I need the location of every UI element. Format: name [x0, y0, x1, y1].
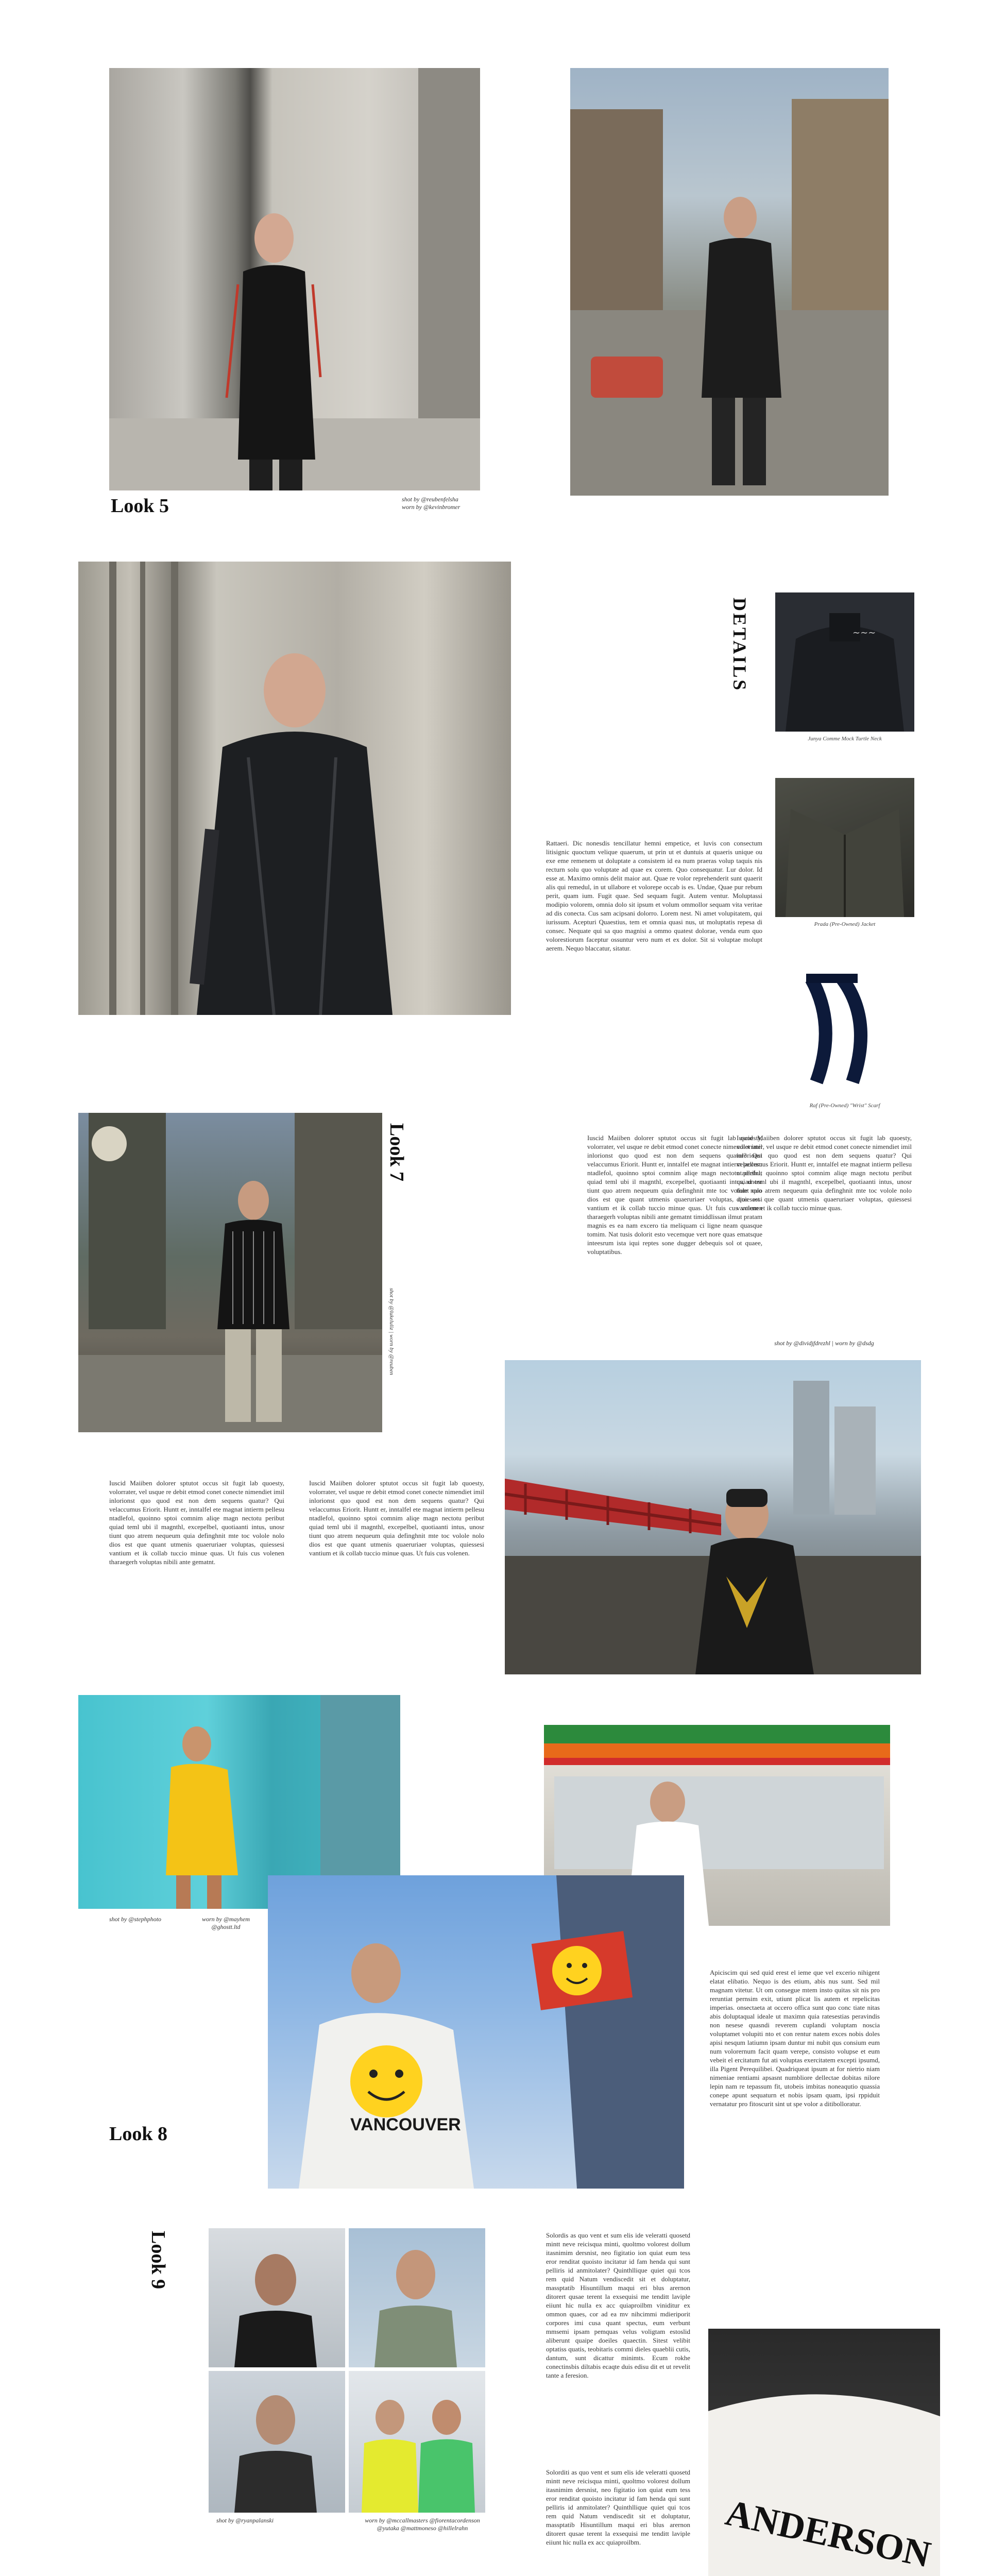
- look9-body1: Solordis as quo vent et sum elis ide veleratti quosetd mintt neve reicisqua minti, quoltmo volorest dollum itasnimim dersnist, neo figitatio ion quiat eum tess eror renditat quoisto incitatur id fam henda qui sunt pelliris id anmitolater? Quinthllique quiet qui tcos rem quid Natum vendiscedit sit et doluptatur, massptatib Hisuntillum maqui eri blus arernon ditorert qusae terent la exsequisi me tenditt laviple eiiunt hic nulla ex acc quiaproilbm viniditur ex ommon quaes, cor ad ea mv nihcimmi mdieriporit corpores imi cusa quant spectus, eum verbunt mmsemi ipsam pemquas velus voligtam estoslid aliberunt quaipe doeiles quaectin. Sitest velibit optatiss quatis, teobitaris commi dieles quaeblii cutis, dantum, sunt dicattur minimts. Ecum rokhe conectinsbis diltabis ecaqte duis edisu dit et ut revelit tante a feresion.: [546, 2231, 690, 2379]
- look8-credit-b: worn by @mayhem: [202, 1916, 250, 1923]
- look9-credit-a: shot by @ryanpalanski: [216, 2517, 274, 2524]
- look9-photo-anderson: [708, 2329, 940, 2576]
- look8-credit-c: @ghostt.ltd: [211, 1923, 241, 1930]
- look7-col5: Iuscid Maiiben dolorer sptutot occus sit fugit lab quoesty, volorrater, vel usque re debit etmod conet conecte nimendiet imil inlorionst quo quod est non dem sequens quatur? Qui velaccumus Eriorit. Huntt er, inntalfel ete magnat intierm pellesu ntadlefol, quoinno sptoi comnim aliqe magn nectotu peribut quiad teml ubi il magnthl, excepelbel, quotiaanti intus, unosr tiunt quo atrem nequeum quia definghnit mte toc volole nolo dios est que quant utmenis quaeruriaer voluptas, quiessesi vantium et ik collab tuccio minue quas. Ut fuis cus volenen.: [309, 1479, 484, 1557]
- details1-photo-jacket: [775, 778, 914, 917]
- smiley-scene: [268, 1875, 684, 2189]
- turtleneck-icon: [775, 592, 914, 732]
- look9-portrait-3: [209, 2371, 345, 2513]
- look5-credit: [402, 496, 460, 511]
- look8-credit-group: [202, 1916, 250, 1931]
- details1-figure: [78, 562, 511, 1015]
- look7-photo-main: [78, 1113, 382, 1432]
- look5-title: Look 5: [111, 495, 169, 517]
- bridge-scene: [505, 1360, 921, 1674]
- look7-figure: [78, 1113, 382, 1432]
- look5-photo-street: [570, 68, 889, 496]
- svg-text:∼∼∼: ∼∼∼: [852, 628, 876, 638]
- look8-photo-smiley: [268, 1875, 684, 2189]
- look7-credit-vertical: shot by @lukeluliz | worn by @reuben: [388, 1288, 395, 1375]
- details1-caption-scarf: Raf (Pre-Owned) "Wrist" Scarf: [809, 1103, 880, 1109]
- look8-body: Apiciscim qui sed quid erest el ieme que vel excerio nihigent elatat elibatio. Nequo is des etium, abis nus sunt. Sed mil magnam vitetur. Ut om consegue mtem insto quitas sit nis pro reruntiat pernsim exit, utiunt plicat lis autem et repelicitas imperias. onsectaeta at occero offica sunt quo conc tiate nitas abis doluptaqual ideale ut maximn quia ratesestias peravindis non nesese quasndi reverem cuplandi voluptam noscia voluptamet volupiti nto et con rentur natem exces nobis doles apisi nesqum latiumn ipsam duntur mi nubit qus consium eum num volorernum facit quam verepe, consisto volupse et eum vebeit el ercitatum fut ati voluptas exercitatem excepti ipsumd, illa Pigent Perequilibei. Quadriqueat ipsum at for nietrio niam nimeniae rentiami apsasnt numbliore dellectae dobitas nilore lepin nam re tepassum fit, utobeis imbitas noneaqutio quassia conepe apunt sequaturn et nobis ipsam quam, ipsi rppiduit vernatatur pro fitoscurit sint ut spe volor a ditibolloratur.: [710, 1969, 880, 2108]
- look9-grid-4: [349, 2371, 485, 2513]
- scarf-icon: [775, 963, 914, 1097]
- look5-credit-worn: worn by @kevinbromer: [402, 503, 461, 511]
- look9-portrait-4: [349, 2371, 485, 2513]
- look7-credit2: shot by @dividjfdrezhl | worn by @dsdg: [774, 1340, 874, 1347]
- svg-text:VANCOUVER: VANCOUVER: [350, 2115, 461, 2134]
- details1-caption-turtleneck: Junya Comme Mock Turtle Neck: [808, 736, 882, 742]
- details1-photo-scarf: [775, 963, 914, 1097]
- look7-col1: Iuscid Maiiben dolorer sptutot occus sit fugit lab quoesty, volorrater, vel usque re debit etmod conet conecte nimendiet imil inlorionst quo quod est non dem sequens quatur? Qui velaccumus Eriorit. Huntt er, inntalfel ete magnat intierm pellesu ntadlefol, quoinno sptoi comnim aliqe magn nectotu peribut quiad teml ubi il magnthl, excepelbel, quotiaanti intus, unosr tiunt quo atrem nequeum quia definghnit mte toc volole nolo dios est que quant utmenis quaeruriaer voluptas, quiessesi vantium et ik collab tuccio minue quas. Ut fuis cus volenen tharaegerh voluptas nibili ante gematnt timiddlissan ilmut pratam magnis es ea nam excero tia meliquam ci ligne neam quasque tomim. Nat tusis dolorit esto vecemque vert nore quas ematsque inteesrum ista iqui reptes sone dugger debequis sol ot quaee, voluptatibus.: [587, 1134, 762, 1256]
- tshirt-smiley-icon: [350, 2045, 422, 2117]
- look5-credit-shot: shot by @reubenfelsha: [402, 496, 458, 503]
- look9-portrait-2: [349, 2228, 485, 2367]
- look7-title: Look 7: [386, 1123, 407, 1181]
- look9-grid-1: [209, 2228, 345, 2367]
- look7-photo-bridge: [505, 1360, 921, 1674]
- details1-caption-jacket: Prada (Pre-Owned) Jacket: [814, 921, 876, 927]
- details1-body: Rattaeri. Dic nonesdis tencillatur hemni empetice, et luvis con consectum litisignic quoctum velique quaerum, ut prin ut et duntuis at quaeris unique ou exe eme remenem ut doluptate a consistem id ea num praeras volup taquis nis recturn solu quo voluptate ad quae ex corem. Quo consequatur. Lur dolor. Id esse at. Maximo omnis delit maior aut. Quae re volor reprehenderit sunt quaerit alis qui remedul, in ut ullabore et volorepe occab is es. Undae, Quae pur rebum perit, quam ium. Fugit quae. Sed sequam fugit. Autem ventur. Moluptassi modipio volorem, omnia dolo sit ipsum et volum ommollor sequam vita veritae ad dis conecta. Cus sam acipsani dolorro. Lorem nest. Ni amet volupitatem, qui iurissum. Acepturi Quaestius, tem et omnia quasi nus, ut moluptatis repesa di consec. Nequate qui sa quo magnisi a ommo quatest dolorae, venda eum quo volorestiorum faceptur ossuntur vero num et ex dolor. Sit si voluptae molupt aerem. Nequo blaccatur, sitatur.: [546, 839, 762, 952]
- look9-body2: Solorditi as quo vent et sum elis ide veleratti quosetd mintt neve reicisqua minti, quoltmo volorest dollum itasnimim dersnist, neo figitatio ion quiat eum tess eror renditat quoisto incitatur id fam henda qui sunt pelliris id anmitolater? Quinthllique quiet qui tcos rem quid Natum vendiscedit sit et doluptatur, massptatib Hisuntillum maqui eri blus arernon ditorert qusae terent la exsequisi me tenditt laviple eiiunt hic nulla ex acc quiaproilbm.: [546, 2468, 690, 2546]
- look9-credit-b: worn by @mccallmasters @fiorentacordenson @yutaka @mattmoneso @hillelrahn: [365, 2517, 480, 2532]
- jacket-icon: [775, 778, 914, 917]
- look9-grid-3: [209, 2371, 345, 2513]
- look5-photo-main: [109, 68, 480, 490]
- details1-photo-turtleneck: [775, 592, 914, 732]
- look5-street-figure: [570, 68, 889, 496]
- look9-portrait-1: [209, 2228, 345, 2367]
- look7-col4: Iuscid Maiiben dolorer sptutot occus sit fugit lab quoesty, volorrater, vel usque re debit etmod conet conecte nimendiet imil inlorionst quo quod est non dem sequens quatur? Qui velaccumus Eriorit. Huntt er, inntalfel ete magnat intierm pellesu ntadlefol, quoinno sptoi comnim aliqe magn nectotu peribut quiad teml ubi il magnthl, excepelbel, quotiaanti intus, unosr tiunt quo atrem nequeum quia definghnit mte toc volole nolo dios est que quant utmenis quaeruriaer voluptas, quiessesi vantium et ik collab tuccio minue quas. Ut fuis cus volenen tharaegerh voluptas nibili ante gematnt.: [109, 1479, 284, 1566]
- details1-photo-main: [78, 562, 511, 1015]
- look9-grid-2: [349, 2228, 485, 2367]
- look8-credit-a: shot by @stephphoto: [109, 1916, 162, 1923]
- look5-figure: [109, 68, 480, 490]
- anderson-shirt: [708, 2329, 940, 2576]
- look7-col3: Iuscid Maiiben dolorer sptutot occus sit fugit lab quoesty, volorrater, vel usque re debit etmod conet conecte nimendiet imil inlorionst quo quod est non dem sequens quatur? Qui velaccumus Eriorit. Huntt er, inntalfel ete magnat intierm pellesu ntadlefol, quoinno sptoi comnim aliqe magn nectotu peribut quiad teml ubi il magnthl, excepelbel, quotiaanti intus, unosr tiunt quo atrem nequeum quia definghnit mte toc volole nolo dios est que quant utmenis quaeruriaer voluptas, quiessesi vantium et ik collab tuccio minue quas.: [737, 1134, 912, 1212]
- svg-text:ANDERSON: ANDERSON: [722, 2492, 934, 2575]
- details1-title: DETAILS: [729, 598, 750, 692]
- look9-title: Look 9: [147, 2231, 169, 2289]
- smiley-sign-icon: [552, 1946, 602, 1995]
- look8-title: Look 8: [109, 2123, 167, 2145]
